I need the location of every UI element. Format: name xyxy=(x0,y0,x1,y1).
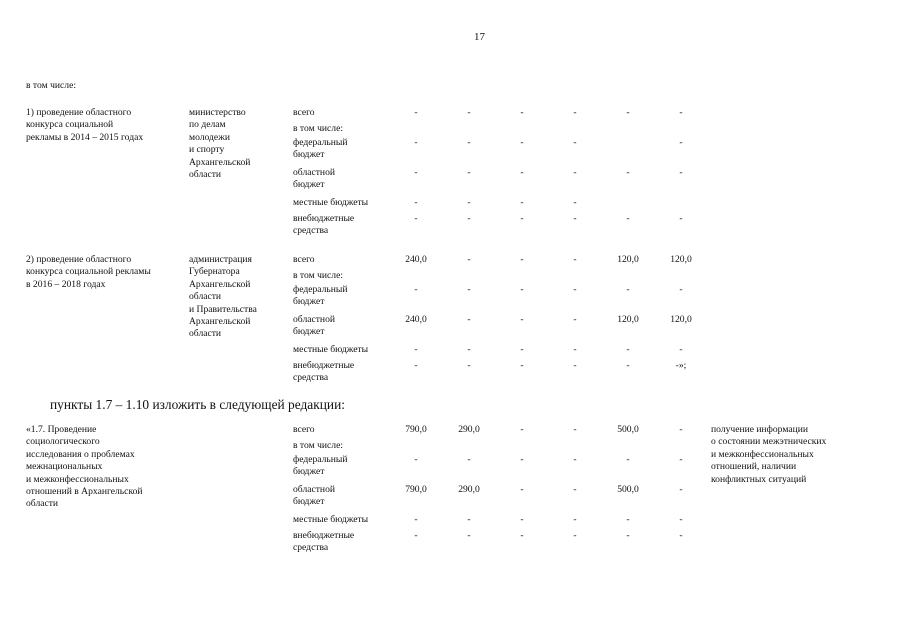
funding-value: - xyxy=(520,344,524,355)
funding-value: - xyxy=(573,514,577,525)
funding-value: - xyxy=(520,254,524,265)
funding-value: - xyxy=(626,107,630,118)
funding-source-label: внебюджетные средства xyxy=(293,530,355,554)
funding-value: - xyxy=(520,284,524,295)
funding-value: - xyxy=(679,137,683,148)
section-heading: пункты 1.7 – 1.10 изложить в следующей редакции: xyxy=(50,397,345,412)
funding-value: - xyxy=(626,360,630,371)
funding-value: 120,0 xyxy=(617,314,639,325)
funding-source-label: всего xyxy=(293,254,315,265)
page-number: 17 xyxy=(474,31,485,43)
funding-value: - xyxy=(520,197,524,208)
funding-value: - xyxy=(414,344,418,355)
funding-value: - xyxy=(414,454,418,465)
funding-value: 240,0 xyxy=(405,254,427,265)
funding-value: - xyxy=(520,167,524,178)
executor: администрация Губернатора Архангельской области и Правительства Архангельской области xyxy=(189,254,257,340)
funding-source-label: федеральный бюджет xyxy=(293,137,348,161)
funding-value: - xyxy=(626,213,630,224)
funding-value: 120,0 xyxy=(617,254,639,265)
funding-value: - xyxy=(573,107,577,118)
funding-value: - xyxy=(520,530,524,541)
funding-value: - xyxy=(414,530,418,541)
funding-value: - xyxy=(520,137,524,148)
funding-value: - xyxy=(467,107,471,118)
funding-source-label: федеральный бюджет xyxy=(293,454,348,478)
funding-source-label: в том числе: xyxy=(293,440,344,451)
funding-value: - xyxy=(414,137,418,148)
funding-value: - xyxy=(467,344,471,355)
funding-source-label: местные бюджеты xyxy=(293,197,369,208)
funding-source-label: в том числе: xyxy=(293,123,344,134)
funding-value: - xyxy=(573,424,577,435)
funding-value: - xyxy=(520,107,524,118)
funding-source-label: местные бюджеты xyxy=(293,344,369,355)
funding-value: - xyxy=(573,197,577,208)
measure-name: 1) проведение областного конкурса социальной рекламы в 2014 – 2015 годах xyxy=(26,107,144,143)
funding-value: - xyxy=(626,284,630,295)
funding-value: - xyxy=(467,514,471,525)
funding-value: - xyxy=(573,254,577,265)
funding-source-label: внебюджетные средства xyxy=(293,360,355,384)
funding-value: - xyxy=(626,344,630,355)
funding-value: - xyxy=(679,484,683,495)
funding-value: - xyxy=(573,530,577,541)
funding-value: 240,0 xyxy=(405,314,427,325)
expected-result: получение информации о состоянии межэтнических и межконфессиональных отношений, наличии конфликтных ситуаций xyxy=(711,424,827,485)
funding-value: - xyxy=(414,360,418,371)
funding-value: 500,0 xyxy=(617,424,639,435)
funding-value: - xyxy=(679,424,683,435)
funding-source-label: областной бюджет xyxy=(293,167,336,191)
funding-value: - xyxy=(679,167,683,178)
funding-value: 500,0 xyxy=(617,484,639,495)
funding-value: - xyxy=(467,530,471,541)
funding-value: - xyxy=(573,314,577,325)
funding-value: - xyxy=(573,454,577,465)
funding-value: - xyxy=(520,360,524,371)
funding-value: - xyxy=(467,213,471,224)
funding-value: - xyxy=(467,454,471,465)
funding-value: - xyxy=(679,454,683,465)
funding-value: - xyxy=(573,284,577,295)
funding-value: - xyxy=(414,213,418,224)
funding-value: - xyxy=(467,137,471,148)
executor: министерство по делам молодежи и спорту Архангельской области xyxy=(189,107,251,181)
funding-value: - xyxy=(414,167,418,178)
funding-value: - xyxy=(573,484,577,495)
funding-value: - xyxy=(573,344,577,355)
funding-value: 120,0 xyxy=(670,314,692,325)
funding-value: 790,0 xyxy=(405,484,427,495)
funding-value: -»; xyxy=(675,360,687,371)
funding-value: - xyxy=(679,530,683,541)
funding-source-label: внебюджетные средства xyxy=(293,213,355,237)
funding-value: - xyxy=(520,424,524,435)
funding-value: - xyxy=(573,360,577,371)
funding-value: 290,0 xyxy=(458,484,480,495)
funding-source-label: областной бюджет xyxy=(293,484,336,508)
funding-value: - xyxy=(679,344,683,355)
funding-value: - xyxy=(573,213,577,224)
funding-value: - xyxy=(573,137,577,148)
measure-name: 2) проведение областного конкурса социальной рекламы в 2016 – 2018 годах xyxy=(26,254,151,290)
funding-value: - xyxy=(467,314,471,325)
funding-value: 290,0 xyxy=(458,424,480,435)
funding-value: - xyxy=(414,284,418,295)
funding-value: - xyxy=(414,107,418,118)
funding-value: - xyxy=(467,284,471,295)
funding-source-label: всего xyxy=(293,107,315,118)
funding-value: 790,0 xyxy=(405,424,427,435)
funding-value: - xyxy=(414,197,418,208)
funding-value: - xyxy=(467,254,471,265)
funding-value: - xyxy=(679,284,683,295)
funding-value: - xyxy=(467,167,471,178)
funding-value: - xyxy=(626,454,630,465)
funding-source-label: в том числе: xyxy=(293,270,344,281)
funding-value: - xyxy=(679,514,683,525)
funding-value: - xyxy=(520,514,524,525)
funding-value: - xyxy=(626,530,630,541)
funding-value: - xyxy=(467,197,471,208)
funding-value: 120,0 xyxy=(670,254,692,265)
measure-name: «1.7. Проведение социологического исследования о проблемах межнациональных и межконфессиональных отношений в Архангельской области xyxy=(26,424,143,510)
funding-value: - xyxy=(520,213,524,224)
funding-source-label: местные бюджеты xyxy=(293,514,369,525)
intro-text: в том числе: xyxy=(26,80,77,91)
funding-value: - xyxy=(573,167,577,178)
funding-value: - xyxy=(679,213,683,224)
funding-source-label: федеральный бюджет xyxy=(293,284,348,308)
funding-value: - xyxy=(414,514,418,525)
funding-value: - xyxy=(520,314,524,325)
funding-source-label: областной бюджет xyxy=(293,314,336,338)
funding-value: - xyxy=(520,454,524,465)
funding-value: - xyxy=(467,360,471,371)
funding-value: - xyxy=(626,514,630,525)
funding-value: - xyxy=(520,484,524,495)
funding-source-label: всего xyxy=(293,424,315,435)
funding-value: - xyxy=(679,107,683,118)
funding-value: - xyxy=(626,167,630,178)
